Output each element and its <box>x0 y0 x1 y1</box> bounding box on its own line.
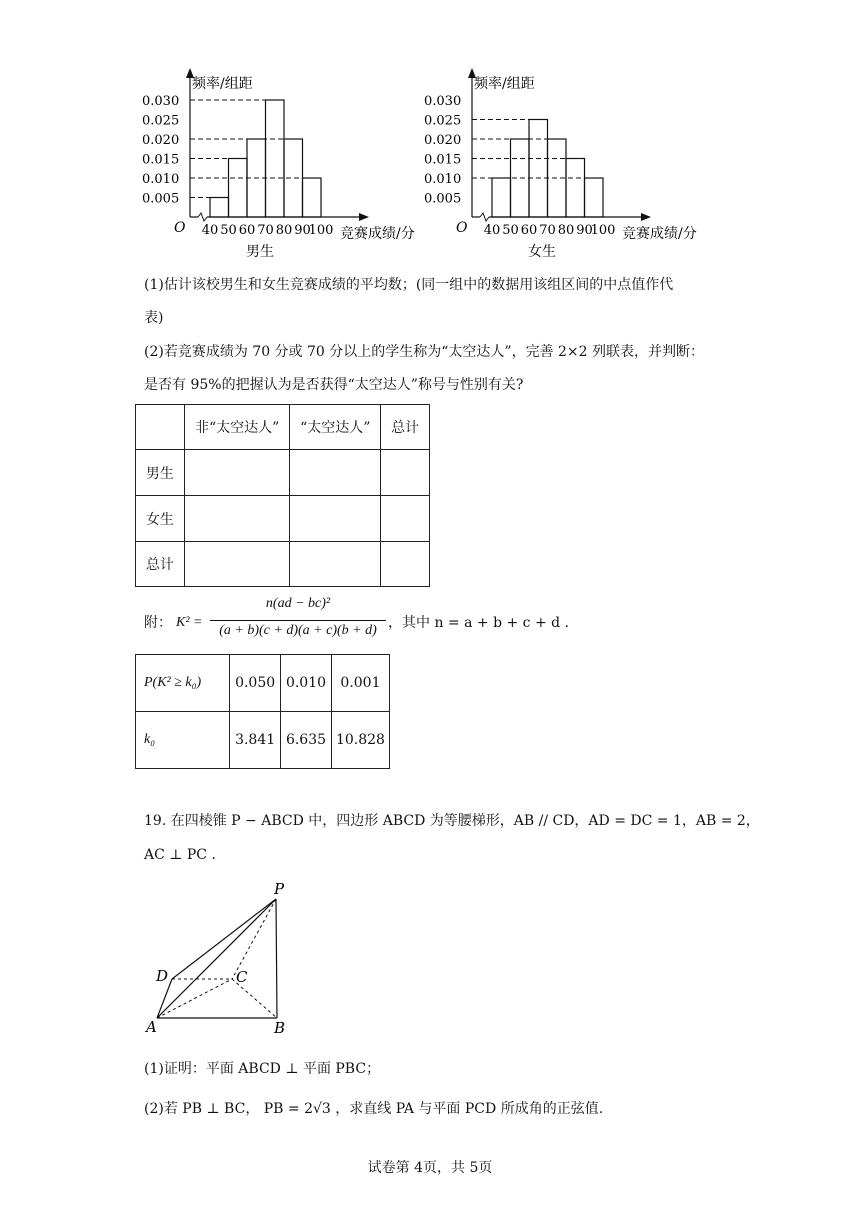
edge-PB <box>276 899 277 1018</box>
table-header-empty <box>136 405 185 450</box>
origin-label: O <box>456 220 468 236</box>
y-axis-title: 频率/组距 <box>192 76 253 92</box>
table-row-male: 男生 <box>136 450 185 496</box>
x-tick-label: 40 <box>201 223 219 238</box>
table-cell <box>381 450 430 496</box>
table-cell <box>184 450 290 496</box>
y-tick-label: 0.010 <box>142 172 180 187</box>
q18-part2-line2: 是否有 95%的把握认为是否获得“太空达人”称号与性别有关? <box>144 377 524 393</box>
appendix-label: 附： <box>144 615 172 631</box>
table-cell <box>290 542 381 587</box>
k-value: 3.841 <box>230 712 281 769</box>
y-tick-label: 0.020 <box>424 133 462 148</box>
q18-part2-line1: (2)若竞赛成绩为 70 分或 70 分以上的学生称为“太空达人”，完善 2×2 列联表，并判断： <box>144 344 705 360</box>
q19-part1: (1)证明：平面 ABCD ⊥ 平面 PBC； <box>144 1061 381 1077</box>
y-tick-label: 0.020 <box>142 133 180 148</box>
page-footer: 试卷第 4页，共 5页 <box>367 1160 493 1176</box>
histogram-bar <box>529 120 548 218</box>
table-row-female: 女生 <box>136 496 185 542</box>
x-axis-arrow <box>641 213 651 221</box>
y-tick-label: 0.015 <box>424 152 462 168</box>
q18-part1-line2: 表) <box>144 310 164 326</box>
y-tick-label: 0.015 <box>142 152 180 168</box>
contingency-table <box>135 404 430 587</box>
q19-line2: AC ⊥ PC . <box>144 847 216 863</box>
edge-DP <box>172 899 276 979</box>
edge-AP <box>157 899 276 1018</box>
chart-caption-female: 女生 <box>528 244 556 260</box>
p-value: 0.050 <box>230 655 281 712</box>
histogram-bar <box>492 178 511 217</box>
vertex-label-D: D <box>156 967 169 985</box>
x-axis-title: 竞赛成绩/分 <box>622 226 697 242</box>
x-axis-arrow <box>359 213 369 221</box>
table-cell <box>184 496 290 542</box>
table-cell <box>290 450 381 496</box>
fraction-bar <box>210 620 386 621</box>
y-tick-label: 0.010 <box>424 172 462 187</box>
y-tick-label: 0.025 <box>142 113 180 129</box>
k0-label: k₀ <box>136 712 230 769</box>
critical-value-table <box>135 654 390 769</box>
table-header-non-star: 非“太空达人” <box>184 405 290 450</box>
vertex-label-P: P <box>274 880 285 898</box>
pyramid-figure <box>140 878 310 1038</box>
p-value: 0.010 <box>281 655 332 712</box>
x-tick-label: 60 <box>238 223 256 238</box>
x-tick-label: 70 <box>257 223 274 238</box>
histogram-bar <box>303 178 322 217</box>
y-tick-label: 0.005 <box>142 191 180 207</box>
q18-part1-line1: (1)估计该校男生和女生竞赛成绩的平均数；(同一组中的数据用该组区间的中点值作代 <box>144 277 674 293</box>
vertex-label-C: C <box>236 968 248 986</box>
male-histogram <box>140 60 440 260</box>
q19-line1: 19. 在四棱锥 P − ABCD 中，四边形 ABCD 为等腰梯形，AB // CD，AD = DC = 1，AB = 2， <box>144 813 760 829</box>
formula-where: ，其中 n = a + b + c + d . <box>388 615 570 631</box>
x-tick-label: 90 <box>294 223 311 238</box>
y-tick-label: 0.030 <box>424 94 462 109</box>
axis-break <box>480 213 489 221</box>
histogram-bar <box>229 159 248 218</box>
formula-lhs: K² = <box>176 615 203 630</box>
x-tick-label: 100 <box>308 223 334 238</box>
x-tick-label: 50 <box>502 223 519 238</box>
histogram-bar <box>266 100 285 217</box>
edge-PC <box>232 899 276 979</box>
chart-caption-male: 男生 <box>246 244 274 260</box>
x-tick-label: 70 <box>539 223 556 238</box>
table-row-total: 总计 <box>136 542 185 587</box>
x-tick-label: 60 <box>520 223 538 238</box>
formula-denominator: (a + b)(c + d)(a + c)(b + d) <box>219 623 377 638</box>
table-cell <box>381 542 430 587</box>
y-axis-title: 频率/组距 <box>474 76 535 92</box>
y-tick-label: 0.025 <box>424 113 462 129</box>
q19-part2: (2)若 PB ⊥ BC， PB = 2√3 ，求直线 PA 与平面 PCD 所成角的正弦值. <box>144 1101 604 1117</box>
x-tick-label: 100 <box>590 223 616 238</box>
k-value: 6.635 <box>281 712 332 769</box>
axis-break <box>198 213 207 221</box>
histogram-bar <box>210 198 229 218</box>
histogram-bar <box>585 178 604 217</box>
y-tick-label: 0.030 <box>142 94 180 109</box>
k-value: 10.828 <box>331 712 389 769</box>
x-axis-title: 竞赛成绩/分 <box>340 226 415 242</box>
p-value: 0.001 <box>331 655 389 712</box>
formula-numerator: n(ad − bc)² <box>265 596 331 611</box>
edge-AC <box>157 979 232 1018</box>
female-histogram <box>422 60 722 260</box>
table-cell <box>184 542 290 587</box>
table-cell <box>290 496 381 542</box>
histogram-bar <box>566 159 585 218</box>
x-tick-label: 50 <box>220 223 237 238</box>
x-tick-label: 80 <box>275 223 293 238</box>
table-header-total: 总计 <box>381 405 430 450</box>
table-header-star: “太空达人” <box>290 405 381 450</box>
x-tick-label: 80 <box>557 223 575 238</box>
table-cell <box>381 496 430 542</box>
x-tick-label: 90 <box>576 223 593 238</box>
x-tick-label: 40 <box>483 223 501 238</box>
origin-label: O <box>174 220 186 236</box>
p-label: P(K² ≥ k₀) <box>136 655 230 712</box>
vertex-label-A: A <box>146 1018 157 1036</box>
y-tick-label: 0.005 <box>424 191 462 207</box>
vertex-label-B: B <box>274 1019 286 1037</box>
